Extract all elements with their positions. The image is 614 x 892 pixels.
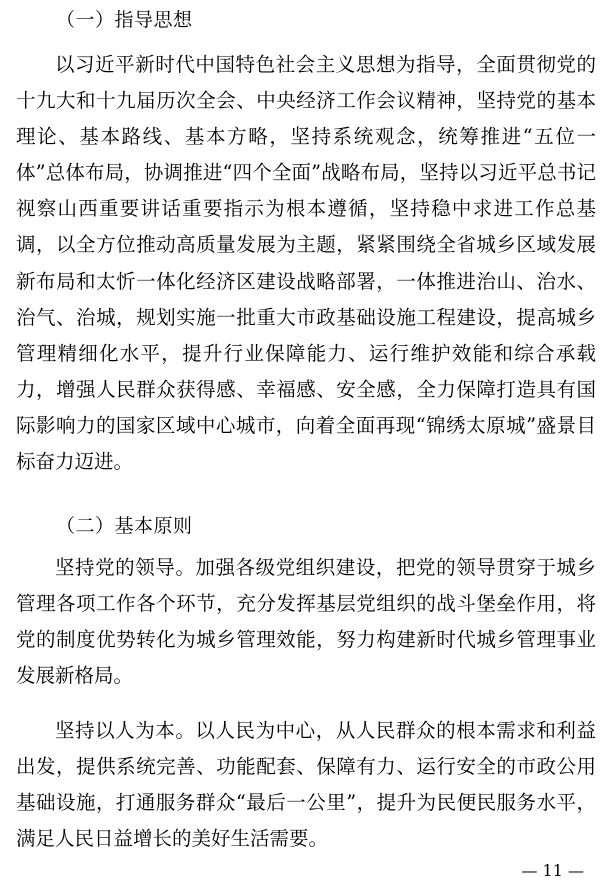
paragraph-people-oriented: 坚持以人为本。以人民为中心，从人民群众的根本需求和利益出发，提供系统完善、功能配套、保障有力、运行安全的市政公用基础设施，打通服务群众“最后一公里”，提升为民便民服务水平，满足人民日益增长的美好生活需要。: [16, 719, 596, 851]
section-heading-basic-principles: （二）基本原则: [56, 515, 193, 537]
page-number: — 11 —: [521, 861, 584, 880]
paragraph-party-leadership: 坚持党的领导。加强各级党组织建设，把党的领导贯穿于城乡管理各项工作各个环节，充分发挥基层党组织的战斗堡垒作用，将党的制度优势转化为城乡管理效能，努力构建新时代城乡管理事业发展新格局。: [16, 556, 596, 688]
section-heading-guiding-ideology: （一）指导思想: [56, 9, 193, 31]
paragraph-guiding-ideology: 以习近平新时代中国特色社会主义思想为指导，全面贯彻党的十九大和十九届历次全会、中央经济工作会议精神，坚持党的基本理论、基本路线、基本方略，坚持系统观念，统筹推进“五位一体”总体布局，协调推进“四个全面”战略布局，坚持以习近平总书记视察山西重要讲话重要指示为根本遵循，坚持稳中求进工作总基调，以全方位推动高质量发展为主题，紧紧围绕全省城乡区域发展新布局和太忻一体化经济区建设战略部署，一体推进治山、治水、治气、治城，规划实施一批重大市政基础设施工程建设，提高城乡管理精细化水平，提升行业保障能力、运行维护效能和综合承载力，增强人民群众获得感、幸福感、安全感，全力保障打造具有国际影响力的国家区域中心城市，向着全面再现“锦绣太原城”盛景目标奋力迈进。: [16, 53, 596, 474]
